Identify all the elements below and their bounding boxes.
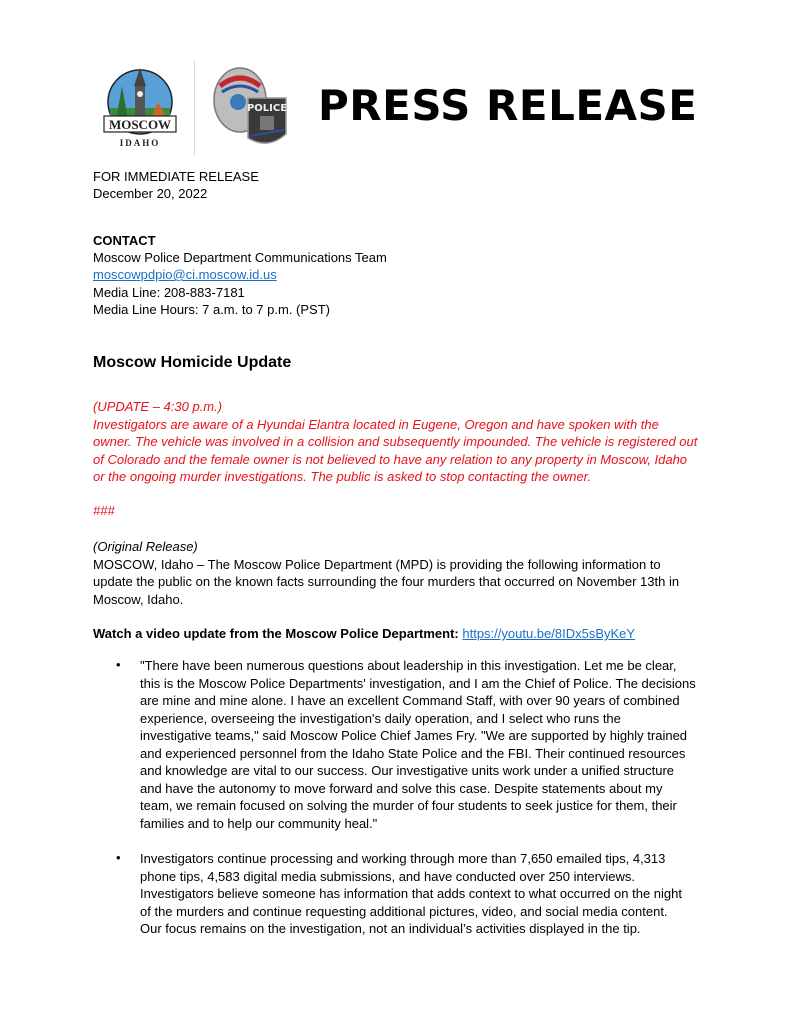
bullet-line: families and to help our community heal." bbox=[140, 815, 378, 831]
video-update-label: Watch a video update from the Moscow Police Department: bbox=[93, 626, 459, 641]
release-status: FOR IMMEDIATE RELEASE bbox=[93, 169, 259, 184]
video-update-link[interactable]: https://youtu.be/8IDx5sByKeY bbox=[462, 626, 636, 641]
update-line: or the ongoing murder investigations. The public is asked to stop contacting the owner. bbox=[93, 469, 592, 484]
svg-text:POLICE: POLICE bbox=[246, 103, 288, 114]
bullet-line: Investigators continue processing and working through more than 7,650 emailed tips, 4,313 bbox=[140, 851, 666, 866]
contact-team: Moscow Police Department Communications Team bbox=[93, 250, 387, 265]
original-line: Moscow, Idaho. bbox=[93, 591, 184, 607]
update-line: of Colorado and the female owner is not believed to have any relation to any property in Moscow, Idaho bbox=[93, 451, 688, 467]
update-line: owner. The vehicle was involved in a collision and subsequently impounded. The vehicle is registered out bbox=[93, 434, 698, 449]
contact-label: CONTACT bbox=[93, 233, 156, 248]
article-heading: Moscow Homicide Update bbox=[93, 354, 292, 371]
svg-text:IDAHO: IDAHO bbox=[119, 138, 161, 148]
bullet-line: and knowledge are vital to our success. Our investigative units work under a unified structure bbox=[140, 763, 674, 778]
original-release-label: (Original Release) bbox=[93, 539, 198, 554]
bullet-line: team, we remain focused on solving the murder of four students to seek justice for them, their bbox=[140, 798, 677, 813]
update-section bbox=[93, 398, 713, 486]
update-line: Investigators are aware of a Hyundai Elantra located in Eugene, Oregon and have spoken with the bbox=[93, 416, 659, 432]
bullet-icon: • bbox=[116, 657, 121, 672]
bullet-line: phone tips, 4,583 digital media submissions, and have conducted over 250 interviews. bbox=[140, 868, 636, 884]
bullet-line: Our focus remains on the investigation, not an individual’s activities displayed in the tip. bbox=[140, 921, 641, 936]
bullet-line: are mine and mine alone. I have an excellent Command Staff, with over 90 years of combined bbox=[140, 693, 680, 708]
city-of-moscow-logo-icon bbox=[102, 64, 178, 154]
press-release-title: PRESS RELEASE bbox=[318, 81, 698, 130]
bullet-icon: • bbox=[116, 850, 121, 865]
bullet-line: "There have been numerous questions about leadership in this investigation. Let me be clear, bbox=[140, 658, 677, 673]
header bbox=[98, 58, 698, 158]
header-divider bbox=[194, 60, 195, 156]
original-line: update the public on the known facts surrounding the four murders that occurred on November 13th in bbox=[93, 574, 680, 589]
release-date: December 20, 2022 bbox=[93, 186, 208, 201]
bullet-line: experience, overseeing the investigation's daily operation, and I select who runs the bbox=[140, 710, 621, 726]
bullet-line: and have the autonomy to move forward and solve this case. Despite statements about my bbox=[140, 780, 663, 796]
bullet-line: investigative teams," said Moscow Police Chief James Fry. "We are supported by highly trained bbox=[140, 728, 688, 743]
bullet-item-leadership-quote bbox=[140, 657, 720, 832]
contact-email-link[interactable]: moscowpdpio@ci.moscow.id.us bbox=[93, 267, 277, 282]
media-line: Media Line: 208-883-7181 bbox=[93, 285, 245, 300]
bullet-item-tips-update bbox=[140, 850, 720, 938]
police-badge-icon bbox=[208, 64, 290, 152]
original-line: MOSCOW, Idaho – The Moscow Police Department (MPD) is providing the following information to bbox=[93, 556, 661, 572]
original-release-section bbox=[93, 538, 713, 608]
video-update-line bbox=[93, 625, 635, 643]
media-line-hours: Media Line Hours: 7 a.m. to 7 p.m. (PST) bbox=[93, 302, 330, 317]
section-separator: ### bbox=[93, 503, 115, 518]
update-label: (UPDATE – 4:30 p.m.) bbox=[93, 399, 223, 414]
svg-text:MOSCOW: MOSCOW bbox=[108, 117, 172, 132]
bullet-line: of the murders and continue requesting additional pictures, video, and social media content. bbox=[140, 903, 668, 919]
bullet-line: Investigators believe someone has information that adds context to what occurred on the night bbox=[140, 886, 682, 901]
bullet-line: and experienced personnel from the Idaho State Police and the FBI. Their continued resources bbox=[140, 745, 686, 761]
bullet-line: this is the Moscow Police Departments' investigation, and I am the Chief of Police. The decisions bbox=[140, 675, 696, 691]
